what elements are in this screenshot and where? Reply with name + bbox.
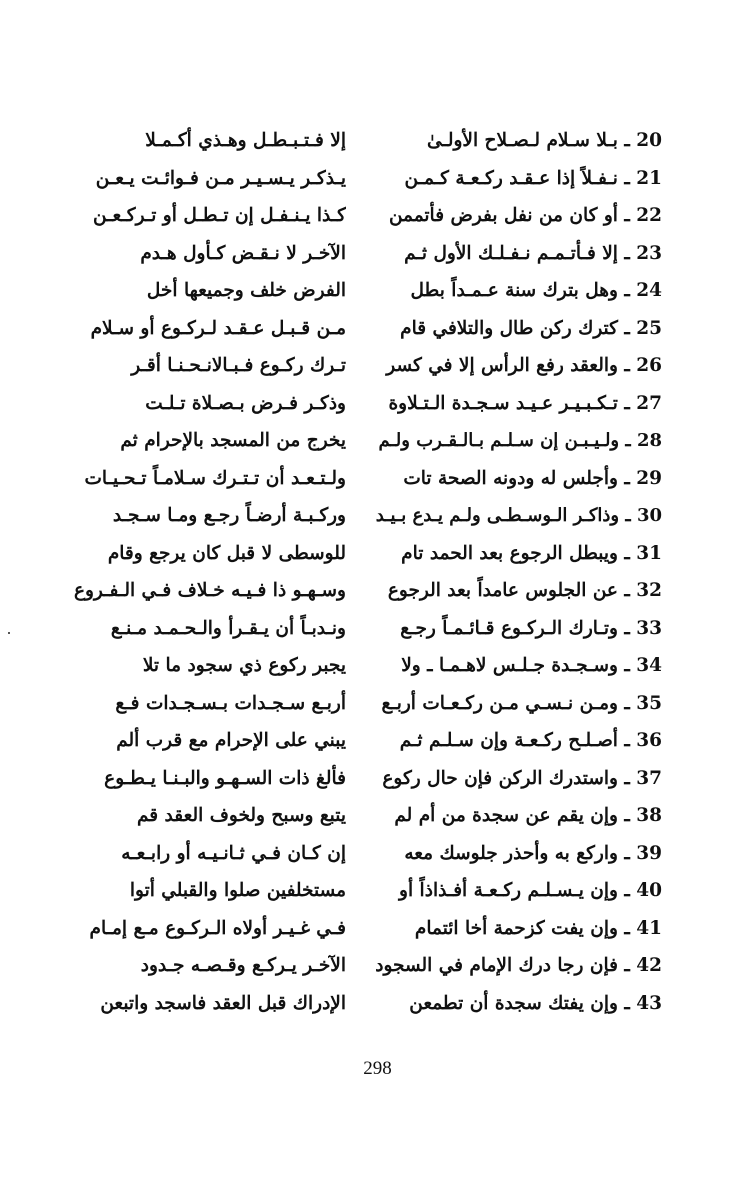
verse-first-hemistich: 43 ـ وإن يفتك سجدة أن تطمعن [409,992,662,1014]
verse-second-hemistich: أربـع سـجـدات بـسـجـدات فـع [115,692,346,714]
verse-second-hemistich: إن كـان فـي ثـانـيـه أو رابـعـه [121,842,346,864]
verse-second-hemistich: وذكـر فـرض بـصـلاة تـلـت [145,392,346,414]
verse-first-hemistich: 32 ـ عن الجلوس عامداً بعد الرجوع [387,580,662,601]
verse-first-hemistich: 38 ـ وإن يقم عن سجدة من أم لم [394,805,662,826]
verse-first-hemistich: 25 ـ كترك ركن طال والتلافي قام [400,317,662,339]
verse-first-hemistich: 26 ـ والعقد رفع الرأس إلا في كسر [386,355,662,376]
verse-first-hemistich: 34 ـ وسـجـدة جـلـس لاهـمـا ـ ولا [401,655,662,676]
verse-first-hemistich: 31 ـ ويبطل الرجوع بعد الحمد تام [401,542,662,564]
verse-second-hemistich: يجبر ركوع ذي سجود ما تلا [142,655,346,676]
right-column-hemistichs [372,122,662,1022]
verse-second-hemistich: تـرك ركـوع فـبـالانـحـنـا أقـر [131,355,346,376]
verse-second-hemistich: الفرض خلف وجميعها أخل [146,280,346,301]
verse-second-hemistich: الآخـر يـركـع وقـصـه جـدود [140,955,346,976]
verse-first-hemistich: 28 ـ ولـيـبـن إن سـلـم بـالـقـرب ولـم [378,430,662,451]
verse-first-hemistich: 24 ـ وهل بترك سنة عـمـداً بطل [410,280,662,301]
verse-second-hemistich: فألغ ذات السـهـو والبـنـا يـطـوع [104,767,346,789]
verse-second-hemistich: وركـبـة أرضـاً رجـع ومـا سـجـد [112,505,346,526]
verse-first-hemistich: 33 ـ وتـارك الـركـوع قـائـمـاً رجـع [400,617,662,639]
verse-second-hemistich: يـذكـر يـسـيـر مـن فـوائـت يـعـن [95,167,346,189]
verse-second-hemistich: كـذا يـنـفـل إن تـطـل أو تـركـعـن [92,205,346,226]
verse-first-hemistich: 41 ـ وإن يفت كزحمة أخا ائتمام [414,917,662,939]
margin-speck [8,632,10,634]
verse-second-hemistich: مستخلفين صلوا والقبلي أتوا [129,880,346,901]
verse-second-hemistich: للوسطى لا قبل كان يرجع وقام [107,542,346,564]
verse-second-hemistich: فـي غـيـر أولاه الـركـوع مـع إمـام [89,917,346,939]
verse-first-hemistich: 21 ـ نـفـلاً إذا عـقـد ركـعـة كـمـن [404,167,662,189]
verse-first-hemistich: 29 ـ وأجلس له ودونه الصحة تات [403,467,662,489]
verse-first-hemistich: 36 ـ أصـلـح ركـعـة وإن سـلـم ثـم [399,730,662,751]
verse-second-hemistich: يبني على الإحرام مع قرب ألم [116,730,346,751]
verse-second-hemistich: ولـتـعـد أن تـتـرك سـلامـاً تـحـيـات [84,467,346,489]
verse-first-hemistich: 20 ـ بـلا سـلام لـصـلاح الأولـىٰ [427,130,662,151]
verse-second-hemistich: إلا فـتـبـطـل وهـذي أكـمـلا [145,130,346,151]
verse-second-hemistich: وسـهـو ذا فـيـه خـلاف فـي الـفـروع [73,580,346,601]
left-column-hemistichs [66,122,346,1022]
verse-first-hemistich: 40 ـ وإن يـسـلـم ركـعـة أفـذاذاً أو [399,880,662,901]
verse-first-hemistich: 39 ـ واركع به وأحذر جلوسك معه [404,842,662,864]
verse-first-hemistich: 37 ـ واستدرك الركن فإن حال ركوع [382,767,662,789]
verse-second-hemistich: الإدراك قبل العقد فاسجد واتبعن [100,992,346,1014]
verse-second-hemistich: مـن قـبـل عـقـد لـركـوع أو سـلام [90,317,346,339]
verse-first-hemistich: 27 ـ تـكـبـيـر عـيـد سـجـدة الـتـلاوة [388,392,662,414]
verse-second-hemistich: يخرج من المسجد بالإحرام ثم [120,430,346,451]
verse-first-hemistich: 23 ـ إلا فـأتـمـم نـفـلـك الأول ثـم [404,242,662,264]
verse-first-hemistich: 42 ـ فإن رجا درك الإمام في السجود [375,955,662,976]
page-number: 298 [363,1058,392,1079]
verse-second-hemistich: الآخـر لا نـقـض كـأول هـدم [140,242,346,264]
verse-second-hemistich: ونـدبـاً أن يـقـرأ والـحـمـد مـنـع [110,617,346,639]
verse-first-hemistich: 22 ـ أو كان من نفل بفرض فأتممن [388,205,662,226]
verse-first-hemistich: 35 ـ ومـن نـسـي مـن ركـعـات أربـع [381,692,662,714]
verse-first-hemistich: 30 ـ وذاكـر الـوسـطـى ولـم يـدع بـيـد [375,505,662,526]
verse-second-hemistich: يتبع وسبح ولخوف العقد قم [136,805,346,826]
